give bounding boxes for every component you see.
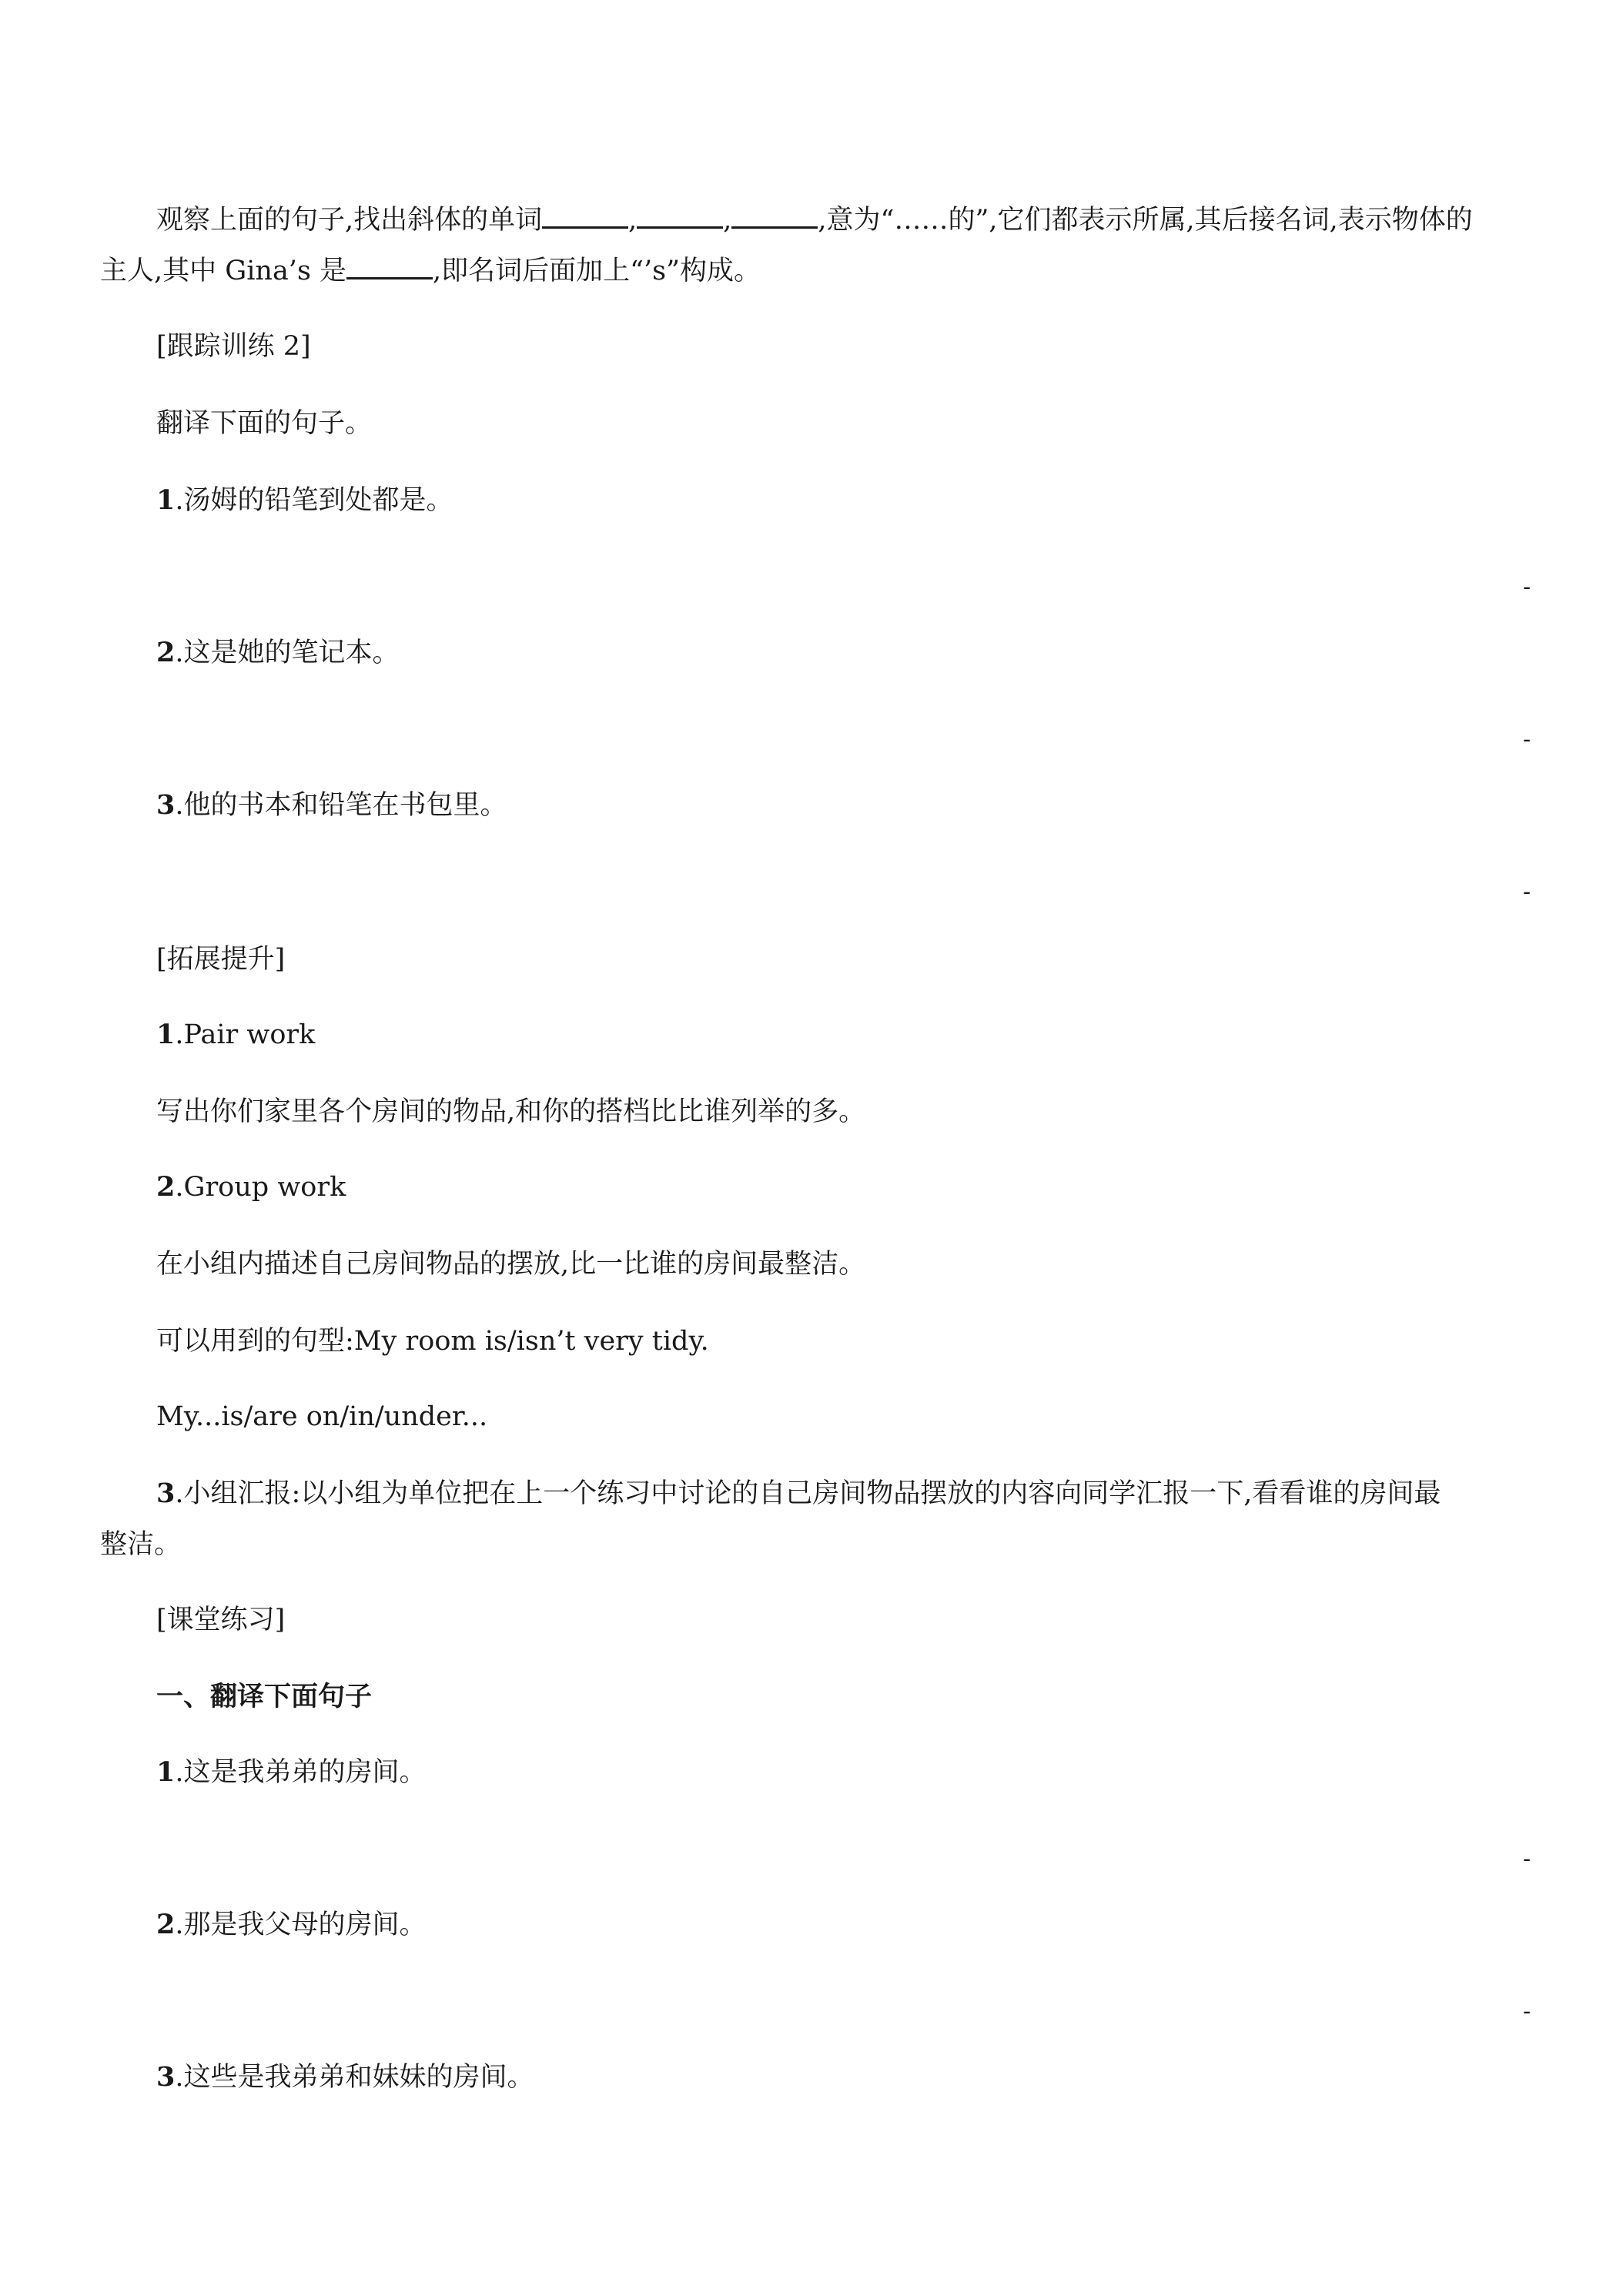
observe-sep-1: ,: [628, 205, 637, 236]
item-number: 2: [156, 1171, 176, 1203]
practice-item-3: [156, 2059, 534, 2096]
practice-item-1: [156, 1754, 427, 1791]
item-title: .Group work: [175, 1172, 346, 1203]
sentence-pattern-2: My...is/are on/in/under...: [156, 1401, 488, 1432]
answer-blank-1[interactable]: [542, 203, 628, 229]
item-number: 1: [156, 1756, 176, 1788]
answer-line-mark: -: [1523, 1846, 1531, 1873]
item-text: .那是我父母的房间。: [175, 1909, 427, 1940]
practice-title: [课堂练习]: [156, 1605, 286, 1635]
extend-item-2: [156, 1169, 346, 1206]
practice-section-heading: 一、翻译下面句子: [156, 1682, 373, 1712]
item-number: 1: [156, 484, 176, 516]
answer-line-mark: -: [1523, 726, 1531, 753]
answer-line-mark: -: [1523, 1998, 1531, 2025]
extend-item-1-desc: 写出你们家里各个房间的物品,和你的搭档比比谁列举的多。: [156, 1096, 866, 1127]
item-text: .这些是我弟弟和妹妹的房间。: [175, 2062, 534, 2093]
answer-blank-4[interactable]: [346, 254, 433, 279]
item-number: 2: [156, 1909, 176, 1940]
extend-title: [拓展提升]: [156, 944, 286, 975]
observe-text-d: ,即名词后面加上“’s”构成。: [433, 256, 761, 286]
observe-text-a: 观察上面的句子,找出斜体的单词: [156, 205, 543, 236]
item-text: .这是我弟弟的房间。: [175, 1757, 427, 1788]
observe-sep-2: ,: [723, 205, 732, 236]
answer-blank-3[interactable]: [731, 203, 818, 229]
observe-line-1: [156, 202, 1473, 239]
training2-item-3: [156, 787, 507, 824]
extend-item-1: [156, 1016, 315, 1053]
extend-item-2-desc: 在小组内描述自己房间物品的摆放,比一比谁的房间最整洁。: [156, 1249, 866, 1280]
extend-item-3: [156, 1475, 1441, 1512]
item-text: .汤姆的铅笔到处都是。: [175, 485, 453, 516]
item-text: .他的书本和铅笔在书包里。: [175, 790, 507, 821]
training2-item-2: [156, 634, 400, 671]
item-text: .小组汇报:以小组为单位把在上一个练习中讨论的自己房间物品摆放的内容向同学汇报一下,看看谁的房间最: [175, 1478, 1441, 1509]
item-title: .Pair work: [175, 1019, 316, 1050]
item-number: 3: [156, 1478, 176, 1509]
training2-item-1: [156, 482, 453, 519]
practice-item-2: [156, 1906, 427, 1943]
answer-line-mark: -: [1523, 574, 1531, 601]
training2-title: [跟踪训练 2]: [156, 331, 311, 362]
observe-text-c: 主人,其中 Gina’s 是: [100, 256, 347, 286]
extend-item-3-cont: 整洁。: [100, 1529, 182, 1560]
observe-line-2: [100, 253, 761, 290]
sentence-pattern-1: 可以用到的句型:My room is/isn’t very tidy.: [156, 1326, 709, 1357]
answer-line-mark: -: [1523, 879, 1531, 905]
item-number: 3: [156, 789, 176, 821]
training2-instruction: 翻译下面的句子。: [156, 408, 373, 439]
item-text: .这是她的笔记本。: [175, 638, 400, 668]
item-number: 1: [156, 1019, 176, 1050]
item-number: 2: [156, 637, 176, 668]
answer-blank-2[interactable]: [637, 203, 723, 229]
item-number: 3: [156, 2061, 176, 2093]
observe-text-b: ,意为“……的”,它们都表示所属,其后接名词,表示物体的: [818, 205, 1473, 236]
